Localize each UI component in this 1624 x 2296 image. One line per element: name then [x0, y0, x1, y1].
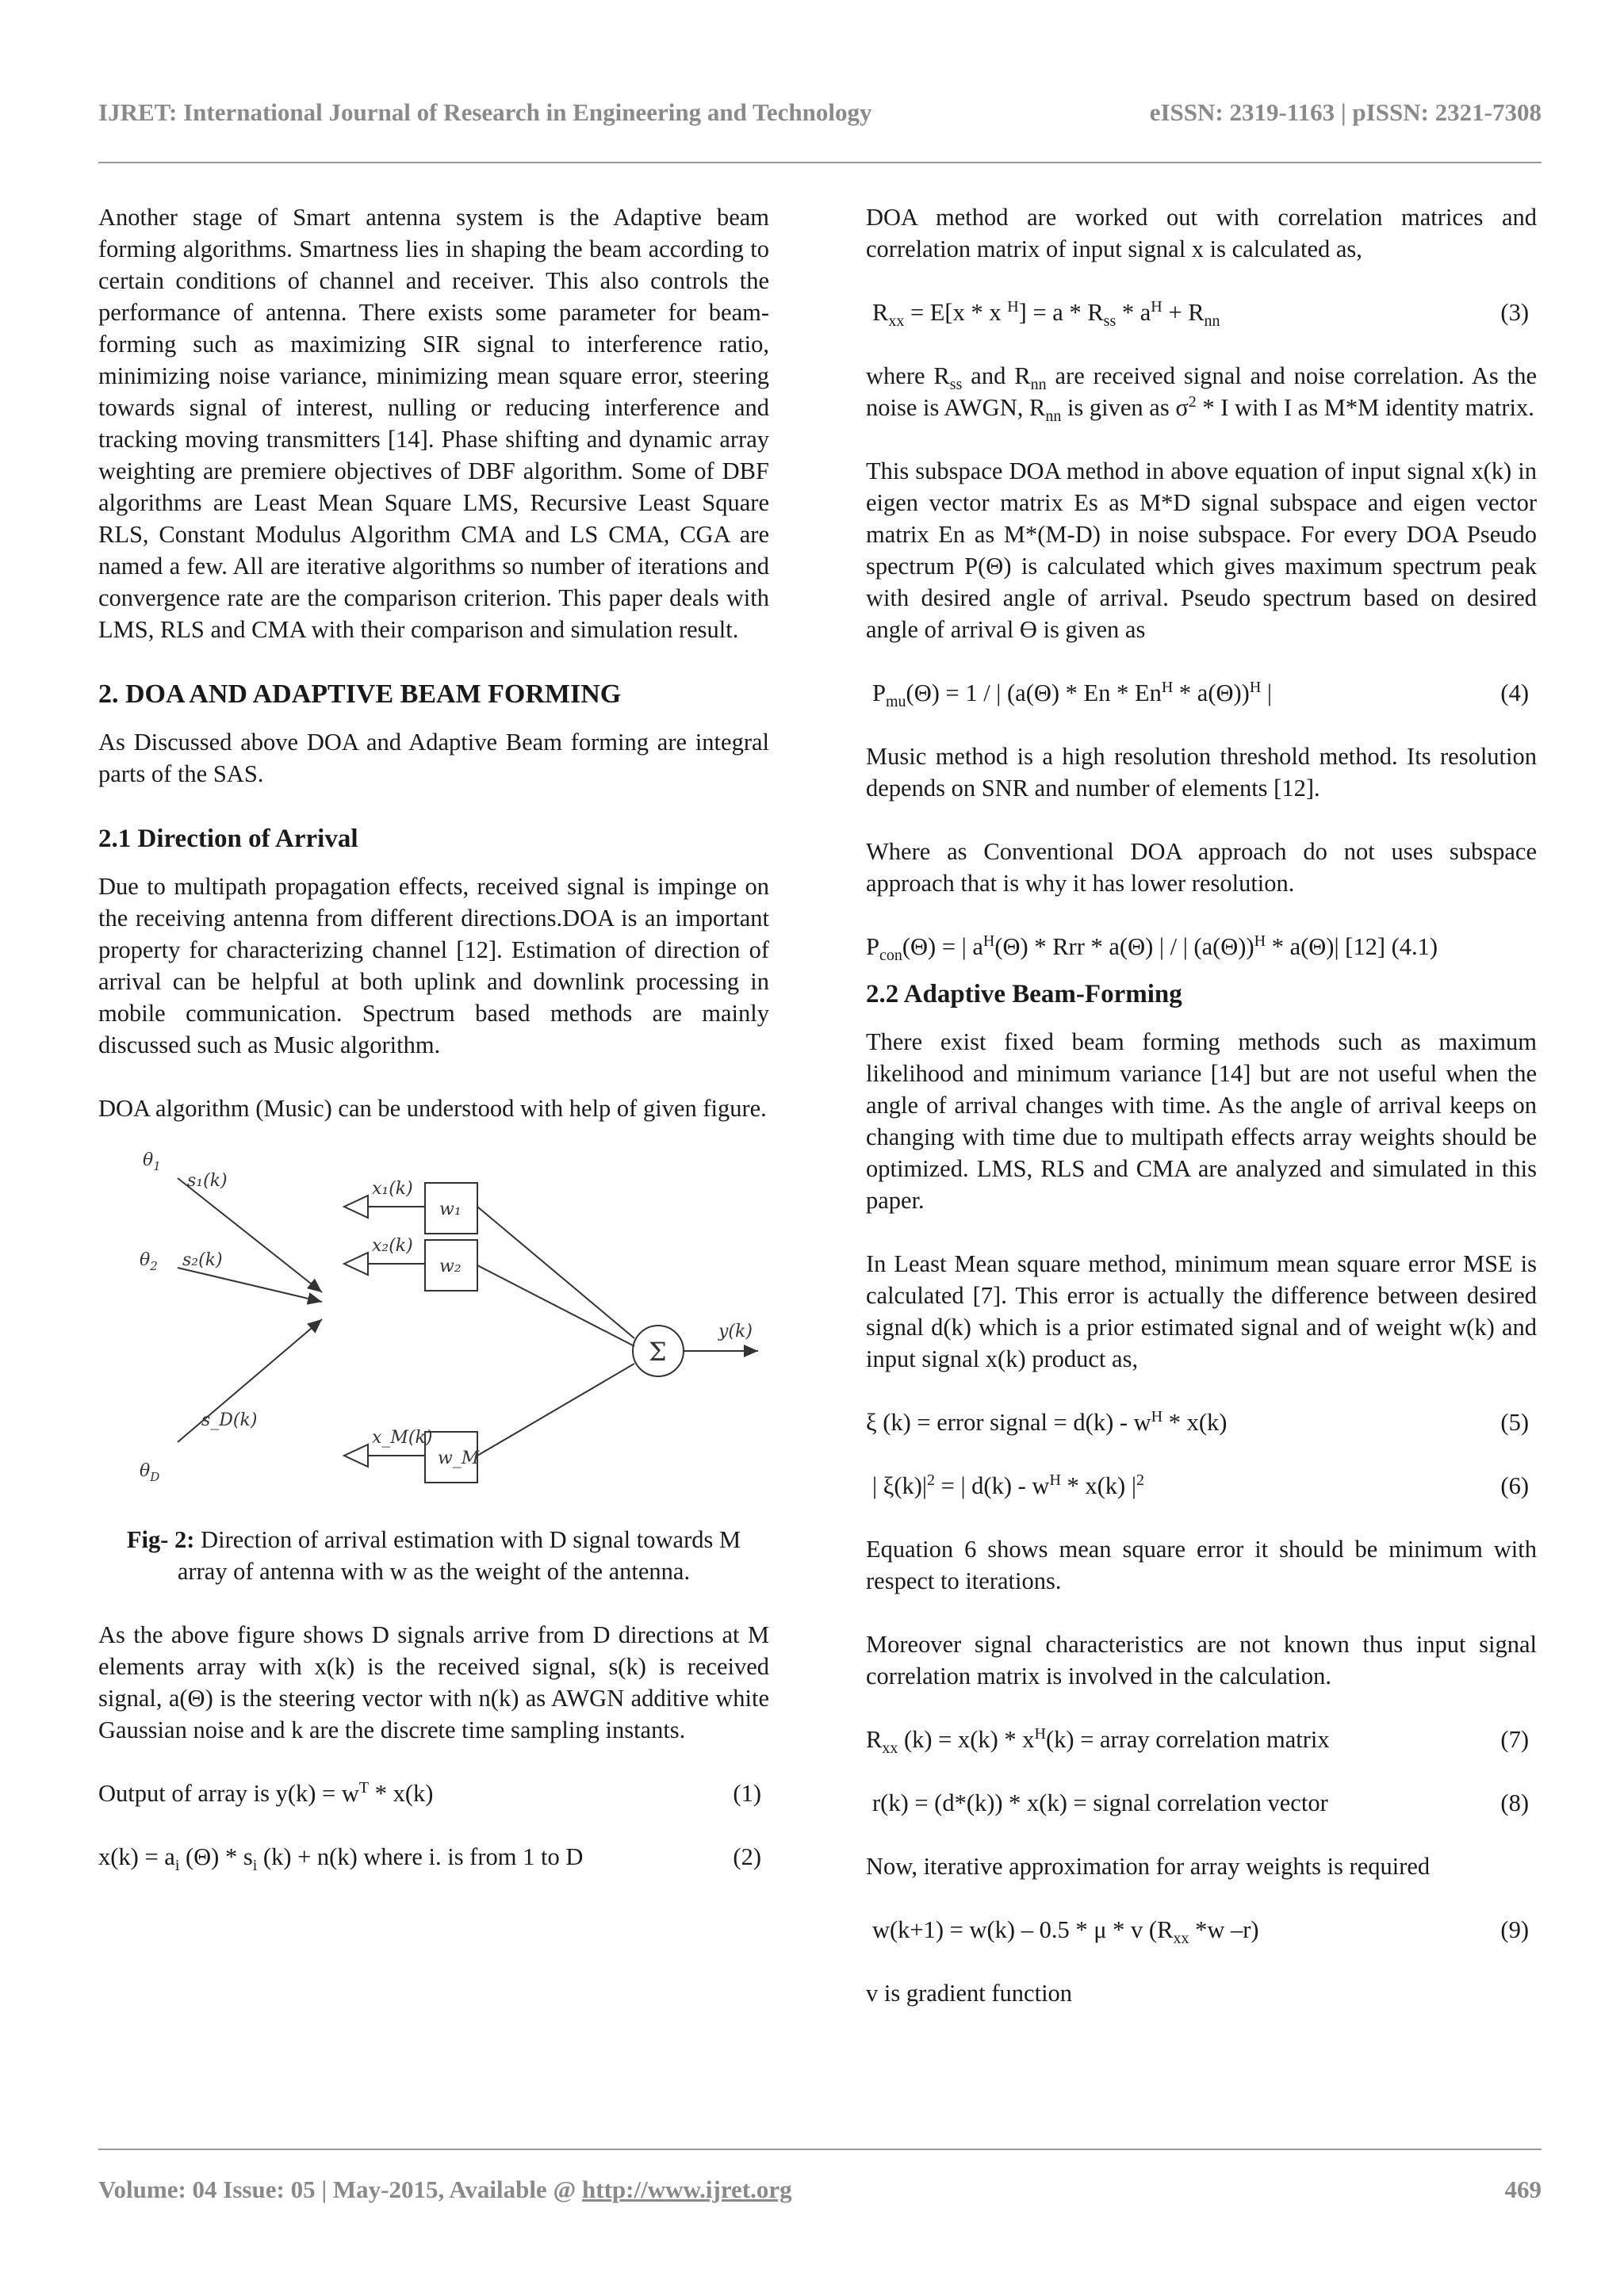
w2-label: w₂: [439, 1257, 462, 1276]
page-number: 469: [1504, 2175, 1542, 2203]
figure-explanation: As the above figure shows D signals arrive from D directions at M elements array with x(k) is the received signal, s(k) is received signal, a(Θ) is the steering vector with n(k) as AWGN additive white Gaussian noise and k are the discrete time sampling instants.: [98, 1621, 769, 1743]
header-divider: [98, 162, 1542, 163]
equation-1-number: (1): [733, 1780, 761, 1807]
w1-label: w₁: [439, 1200, 462, 1219]
equation-4: $P_{mu}(\Theta) = 1$ / | (a(Θ) * En * $En^H * a(\Theta))^H$ | (4): [872, 678, 1529, 711]
music-paragraph: Music method is a high resolution threshold method. Its resolution depends on SNR and number of elements [12].: [866, 743, 1537, 802]
sd-label: s_D(k): [201, 1410, 258, 1430]
sum-symbol: Σ: [649, 1337, 667, 1367]
equation-5: ξ (k) = error signal = $d(k) - w^H * x(k)$ (5): [866, 1406, 1537, 1438]
equation-1: Output of array is $y(k) = w^T * x(k)$ (1): [98, 1777, 769, 1809]
section-2-heading: 2. DOA AND ADAPTIVE BEAM FORMING: [98, 679, 622, 709]
equation-6: | $\xi(k)|^2$ = | $d(k) - w^H * x(k)$ $|^2$ (6): [866, 1470, 1537, 1502]
antenna-m-icon: [344, 1445, 368, 1467]
section-2-1-paragraph: Due to multipath propagation effects, received signal is impinge on the receiving antenna from different directions.DOA is an important property for characterizing channel [12]. Estimation of direction of arrival can be helpful at both uplink and downlink processing in mobile communication. Spectrum based methods are mainly discussed such as Music algorithm.: [98, 873, 769, 1058]
signal-2-arrow: [178, 1268, 322, 1302]
s2-label: s₂(k): [182, 1250, 223, 1270]
doa-intro-paragraph: DOA algorithm (Music) can be understood with help of given figure.: [98, 1095, 767, 1122]
equation-8: r(k) = (d*(k)) * x(k) = signal correlation vector (8): [866, 1787, 1537, 1819]
antenna-1-icon: [344, 1196, 368, 1218]
equation-9-number: (9): [1500, 1916, 1529, 1943]
lms-paragraph: In Least Mean square method, minimum mean square error MSE is calculated [7]. This error is actually the difference between desired signal d(k) which is a prior estimated signal and of weight w(k) and input signal x(k) product as,: [866, 1250, 1537, 1372]
volume-info: Volume: 04 Issue: 05 | May-2015, Available @ http://www.ijret.org: [98, 2175, 792, 2203]
equation-6-number: (6): [1500, 1472, 1529, 1499]
output-label: y(k): [718, 1322, 753, 1341]
right-column: [866, 201, 1537, 2009]
left-column: [98, 201, 769, 1873]
equation-7: $R_{xx}$ $(k) = x(k) * x^H(k)$ = array correlation matrix (7): [866, 1724, 1529, 1758]
x1-label: x₁(k): [372, 1179, 413, 1199]
mse-paragraph: Equation 6 shows mean square error it should be minimum with respect to iterations.: [866, 1536, 1537, 1594]
doa-figure: [98, 1129, 769, 1510]
signal-1-arrow: [178, 1178, 322, 1292]
equation-9: w(k+1) = w(k) – 0.5 * μ * ᴠ ($R_{xx}$ *w –r) (9): [866, 1914, 1537, 1946]
equation-4-number: (4): [1500, 679, 1529, 706]
equation-7-number: (7): [1500, 1726, 1529, 1753]
caption-text: Direction of arrival estimation with D signal towards M array of antenna with w as the weight of the antenna.: [177, 1526, 741, 1585]
equation-3: $R_{xx} = E[x * x$ $^H] = a * R_{ss} * a^H + R_{nn}$ (3): [872, 297, 1529, 331]
section-2-2-heading: 2.2 Adaptive Beam-Forming: [866, 980, 1182, 1008]
noise-paragraph: where $R_{ss}$ and $R_{nn}$ are received signal and noise correlation. As the noise is AWGN, $R_{nn}$ is given as $\sigma^2$ * I with I as M*M identity matrix.: [866, 362, 1537, 426]
x2-label: x₂(k): [372, 1236, 413, 1256]
theta-2-label: $\theta_2$: [140, 1250, 158, 1273]
wm-label: w_M: [438, 1448, 480, 1468]
xm-label: x_M(k): [372, 1428, 433, 1448]
subspace-paragraph: This subspace DOA method in above equation of input signal x(k) in eigen vector matrix Es as M*D signal subspace and eigen vector matrix En as M*(M-D) in noise subspace. For every DOA Pseudo spectrum P(Θ) is calculated which gives maximum spectrum peak with desired angle of arrival. Pseudo spectrum based on desired angle of arrival Ө is given as: [866, 457, 1537, 643]
beamforming-paragraph: There exist fixed beam forming methods such as maximum likelihood and minimum variance [14] but are not useful when the angle of arrival changes with time. As the angle of arrival keeps on changing with time due to multipath effects array weights should be optimized. LMS, RLS and CMA are analyzed and simulated in this paper.: [866, 1028, 1537, 1214]
intro-paragraph: Another stage of Smart antenna system is the Adaptive beam forming algorithms. Smartness lies in shaping the beam according to certain conditions of channel and receiver. This also controls the performance of antenna. There exists some parameter for beam-forming such as maximizing SIR signal to interference ratio, minimizing noise variance, minimizing mean square error, steering towards signal of interest, nulling or reducing interference and tracking moving transmitters [14]. Phase shifting and dynamic array weighting are premiere objectives of DBF algorithm. Some of DBF algorithms are Least Mean Square LMS, Recursive Least Square RLS, Constant Modulus Algorithm CMA and LS CMA, CGA are named a few. All are iterative algorithms so number of iterations and convergence rate are the comparison criterion. This paper deals with LMS, RLS and CMA with their comparison and simulation result.: [98, 204, 769, 643]
equation-4-1: $P_{con}(\Theta)$ = | $a^H(\Theta)$ * Rrr * a(Θ) | / | $(a(\Theta))^H * a(\Theta)|$ [12] (4.1): [866, 932, 1438, 965]
footer-divider: [98, 2149, 1542, 2150]
caption-label: Fig- 2:: [126, 1526, 195, 1553]
conventional-paragraph: Where as Conventional DOA approach do not uses subspace approach that is why it has lower resolution.: [866, 838, 1537, 897]
equation-8-number: (8): [1500, 1789, 1529, 1816]
antenna-2-icon: [344, 1253, 368, 1275]
section-2-1-heading: 2.1 Direction of Arrival: [98, 825, 358, 853]
section-2-paragraph: As Discussed above DOA and Adaptive Beam forming are integral parts of the SAS.: [98, 729, 769, 787]
s1-label: s₁(k): [187, 1171, 228, 1191]
doa-diagram: [98, 1129, 769, 1510]
equation-3-number: (3): [1500, 299, 1529, 326]
equation-2-number: (2): [733, 1843, 761, 1870]
theta-d-label: $\theta_D$: [140, 1461, 160, 1484]
figure-caption: [98, 1524, 769, 1587]
iterative-paragraph: Now, iterative approximation for array weights is required: [866, 1853, 1431, 1880]
issn: eISSN: 2319-1163 | pISSN: 2321-7308: [1149, 98, 1542, 126]
equation-5-number: (5): [1500, 1409, 1529, 1436]
signal-characteristics-paragraph: Moreover signal characteristics are not known thus input signal correlation matrix is involved in the calculation.: [866, 1631, 1537, 1689]
gradient-paragraph: ᴠ is gradient function: [866, 1980, 1073, 2007]
equation-2: $x(k) = a_i$ $(\Theta) * s_i$ (k) + n(k) where i. is from 1 to D (2): [98, 1841, 769, 1873]
theta-1-label: $\theta_1$: [143, 1150, 161, 1173]
correlation-paragraph: DOA method are worked out with correlation matrices and correlation matrix of input signal x is calculated as,: [866, 204, 1537, 262]
journal-link[interactable]: http://www.ijret.org: [582, 2175, 792, 2203]
journal-title: IJRET: International Journal of Research in Engineering and Technology: [98, 98, 872, 126]
